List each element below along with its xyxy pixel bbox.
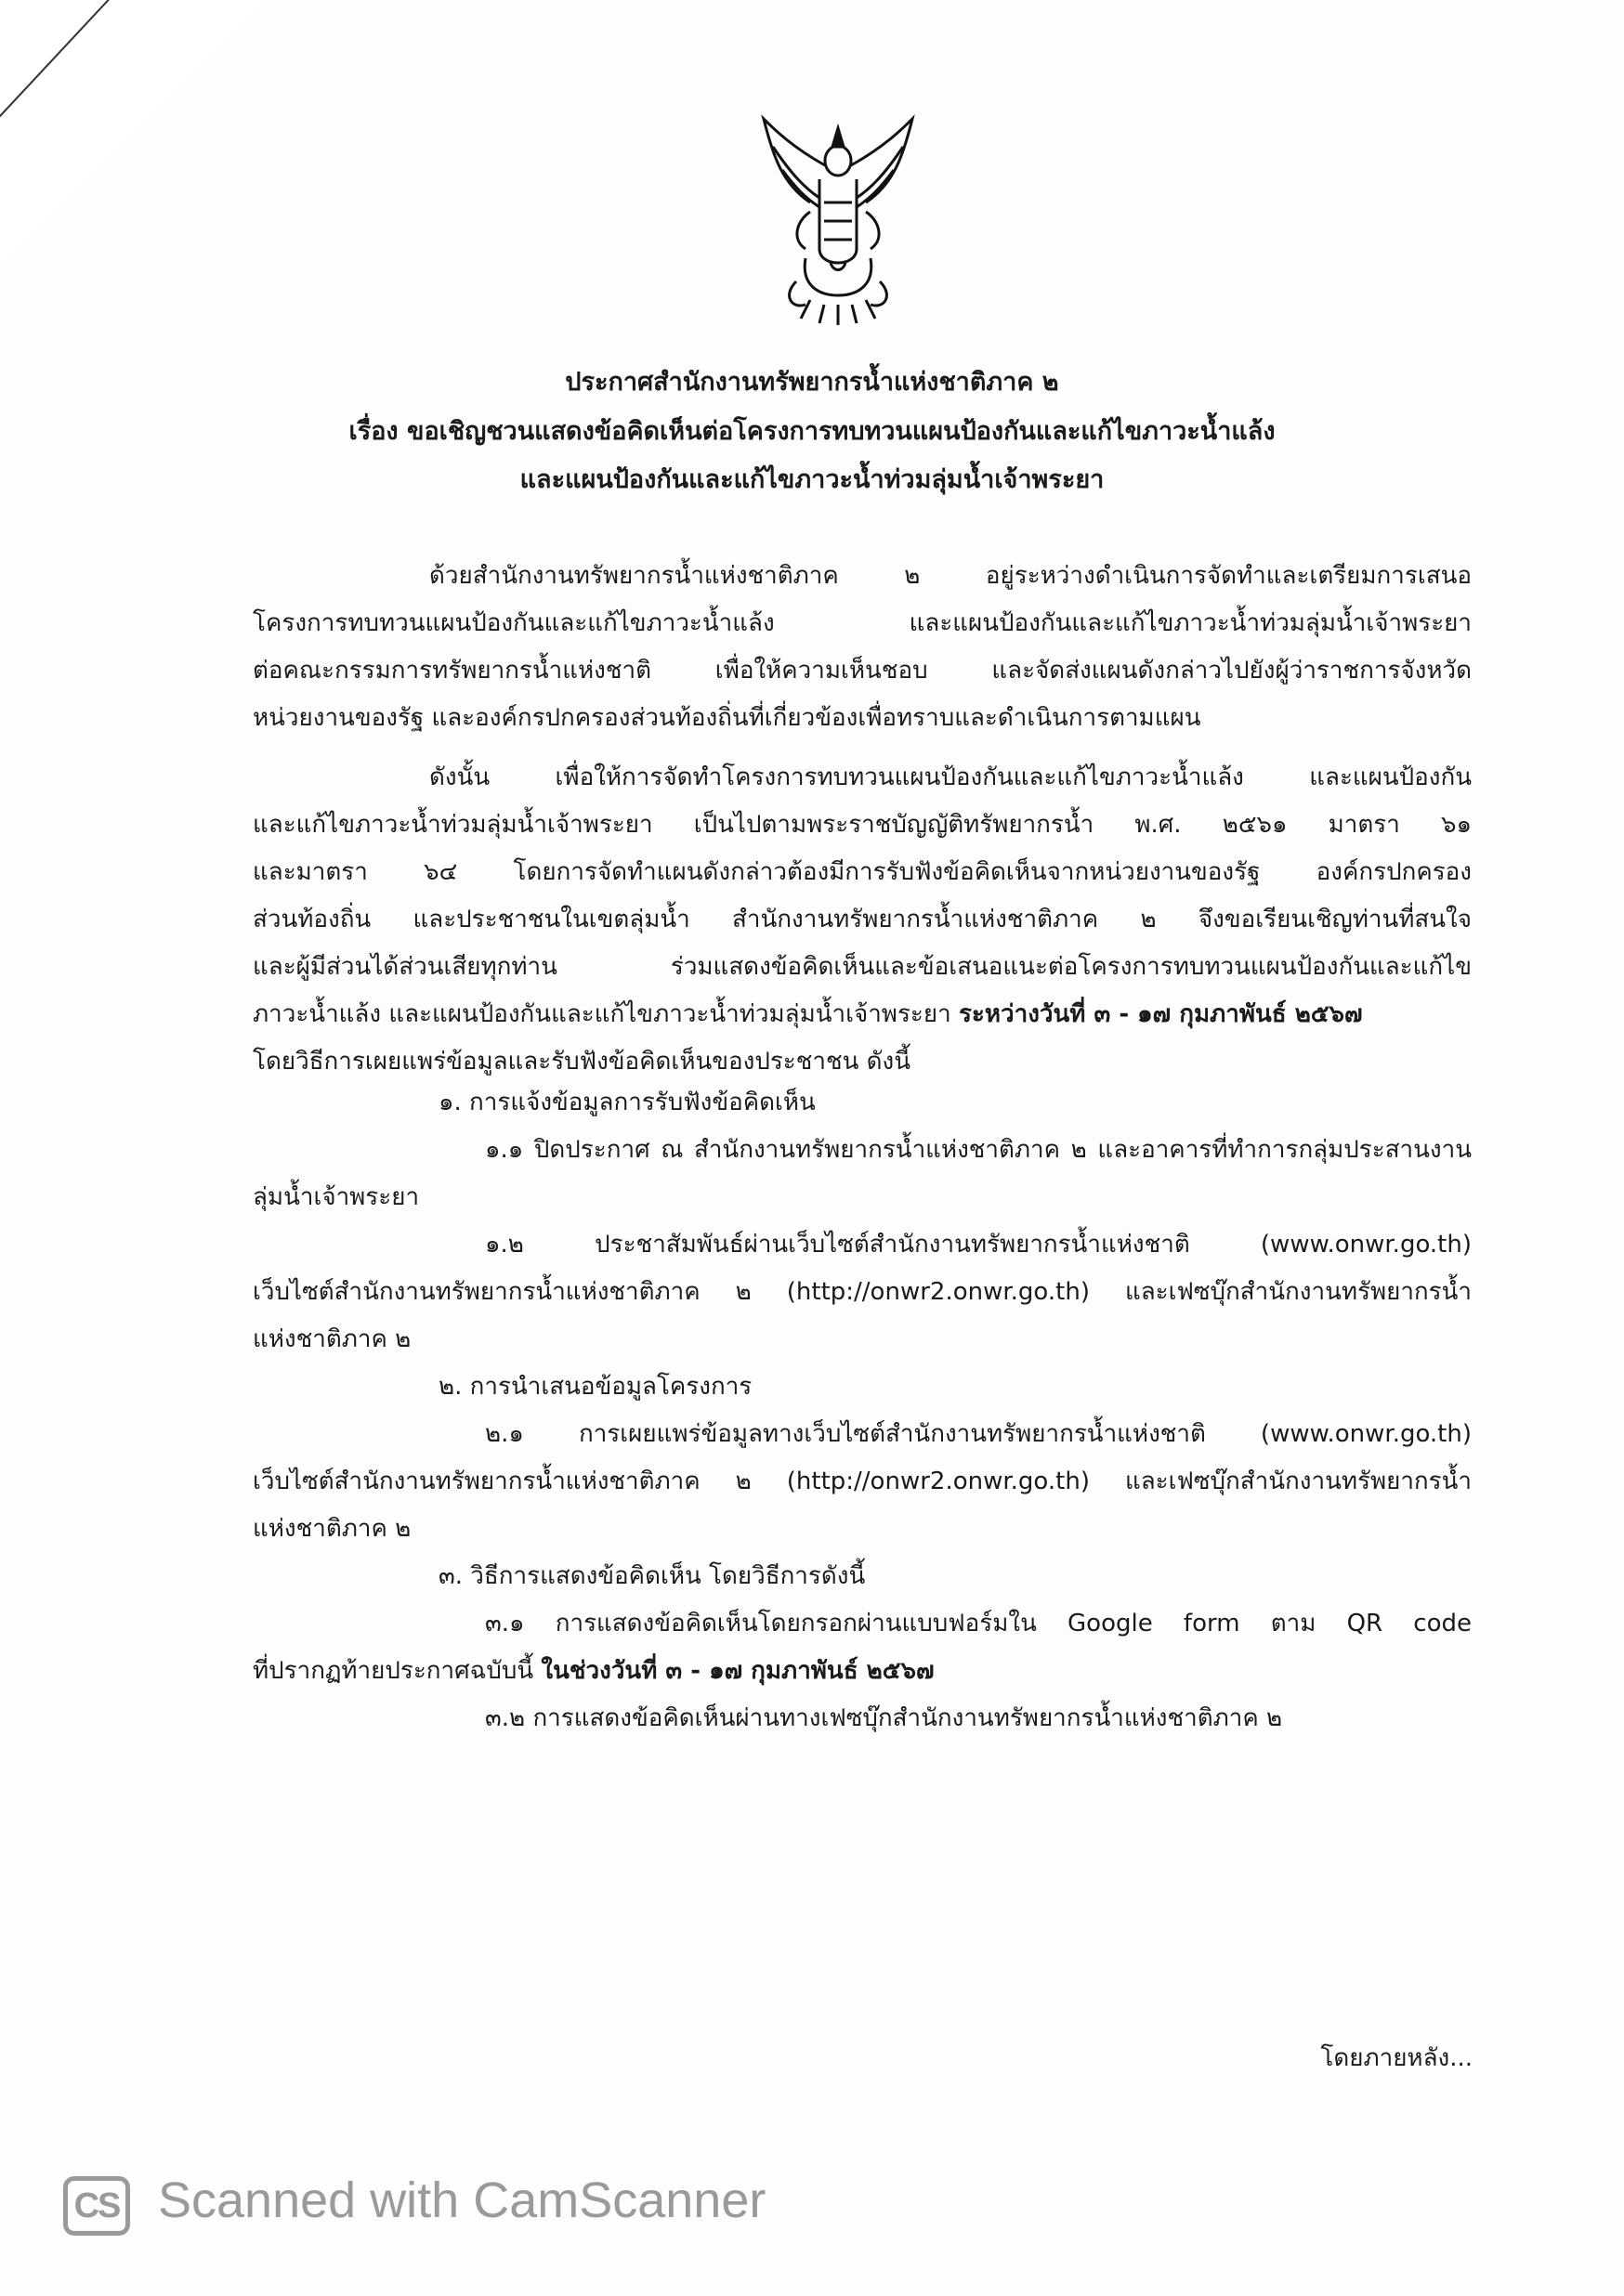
text-line: ด้วยสำนักงานทรัพยากรน้ำแห่งชาติภาค ๒ อยู่ระหว่างดำเนินการจัดทำและเตรียมการเสนอ [429, 562, 1472, 590]
section-heading-1: ๑. การแจ้งข้อมูลการรับฟังข้อคิดเห็น [439, 1089, 816, 1116]
section-list [253, 1079, 1472, 1742]
text-line: แห่งชาติภาค ๒ [253, 1325, 412, 1353]
text-line: ๑.๒ ประชาสัมพันธ์ผ่านเว็บไซต์สำนักงานทรัพยากรน้ำแห่งชาติ (www.onwr.go.th) [485, 1231, 1472, 1259]
text-line: ๑.๑ ปิดประกาศ ณ สำนักงานทรัพยากรน้ำแห่งชาติภาค ๒ และอาคารที่ทำการกลุ่มประสานงาน [485, 1136, 1472, 1164]
continued-marker: โดยภายหลัง... [1320, 2044, 1473, 2072]
page-corner-fold [0, 0, 260, 279]
text-line: โครงการทบทวนแผนป้องกันและแก้ไขภาวะน้ำแล้ง และแผนป้องกันและแก้ไขภาวะน้ำท่วมลุ่มน้ำเจ้าพระยา [253, 609, 1472, 637]
text-line: ลุ่มน้ำเจ้าพระยา [253, 1183, 420, 1211]
text-line: ๓.๑ การแสดงข้อคิดเห็นโดยกรอกผ่านแบบฟอร์มใน Google form ตาม QR code [485, 1610, 1472, 1637]
paragraph-main [253, 754, 1472, 1086]
text-line: ส่วนท้องถิ่น และประชาชนในเขตลุ่มน้ำ สำนักงานทรัพยากรน้ำแห่งชาติภาค ๒ จึงขอเรียนเชิญท่านที่สนใจ [253, 906, 1472, 933]
text-line: ต่อคณะกรรมการทรัพยากรน้ำแห่งชาติ เพื่อให้ความเห็นชอบ และจัดส่งแผนดังกล่าวไปยังผู้ว่าราชการจังหวัด [253, 657, 1472, 685]
date-range-bold: ในช่วงวันที่ ๓ - ๑๗ กุมภาพันธ์ ๒๕๖๗ [541, 1657, 935, 1685]
camscanner-watermark: Scanned with CamScanner [158, 2172, 766, 2228]
paragraph-intro [253, 553, 1472, 742]
text-line: ๓.๒ การแสดงข้อคิดเห็นผ่านทางเฟซบุ๊กสำนักงานทรัพยากรน้ำแห่งชาติภาค ๒ [485, 1704, 1283, 1732]
text-line: แห่งชาติภาค ๒ [253, 1515, 412, 1543]
text-line: และมาตรา ๖๔ โดยการจัดทำแผนดังกล่าวต้องมีการรับฟังข้อคิดเห็นจากหน่วยงานของรัฐ องค์กรปกครอง [253, 858, 1472, 886]
announcement-subject-cont: และแผนป้องกันและแก้ไขภาวะน้ำท่วมลุ่มน้ำเจ้าพระยา [519, 465, 1105, 494]
text-line: เว็บไซต์สำนักงานทรัพยากรน้ำแห่งชาติภาค ๒ (http://onwr2.onwr.go.th) และเฟซบุ๊กสำนักงานทรัพยากรน้ำ [253, 1278, 1472, 1306]
text-line: หน่วยงานของรัฐ และองค์กรปกครองส่วนท้องถิ่นที่เกี่ยวข้องเพื่อทราบและดำเนินการตามแผน [253, 704, 1201, 732]
section-heading-3: ๓. วิธีการแสดงข้อคิดเห็น โดยวิธีการดังนี้ [439, 1562, 866, 1590]
text-segment: ภาวะน้ำแล้ง และแผนป้องกันและแก้ไขภาวะน้ำท่วมลุ่มน้ำเจ้าพระยา [253, 1000, 959, 1028]
date-range-bold: ระหว่างวันที่ ๓ - ๑๗ กุมภาพันธ์ ๒๕๖๗ [958, 1000, 1363, 1028]
text-line: ๒.๑ การเผยแพร่ข้อมูลทางเว็บไซต์สำนักงานทรัพยากรน้ำแห่งชาติ (www.onwr.go.th) [485, 1420, 1472, 1448]
announcement-subject: เรื่อง ขอเชิญชวนแสดงข้อคิดเห็นต่อโครงการทบทวนแผนป้องกันและแก้ไขภาวะน้ำแล้ง [348, 417, 1276, 446]
announcement-title: ประกาศสำนักงานทรัพยากรน้ำแห่งชาติภาค ๒ [565, 368, 1059, 397]
section-heading-2: ๒. การนำเสนอข้อมูลโครงการ [439, 1373, 753, 1401]
text-segment: ที่ปรากฏท้ายประกาศฉบับนี้ [253, 1657, 542, 1685]
text-line: เว็บไซต์สำนักงานทรัพยากรน้ำแห่งชาติภาค ๒ (http://onwr2.onwr.go.th) และเฟซบุ๊กสำนักงานทรัพยากรน้ำ [253, 1468, 1472, 1495]
text-line: และผู้มีส่วนได้ส่วนเสียทุกท่าน ร่วมแสดงข้อคิดเห็นและข้อเสนอแนะต่อโครงการทบทวนแผนป้องกันและแก้ไข [253, 953, 1472, 981]
text-line: และแก้ไขภาวะน้ำท่วมลุ่มน้ำเจ้าพระยา เป็นไปตามพระราชบัญญัติทรัพยากรน้ำ พ.ศ. ๒๕๖๑ มาตรา ๖๑ [253, 811, 1472, 839]
text-line: โดยวิธีการเผยแพร่ข้อมูลและรับฟังข้อคิดเห็นของประชาชน ดังนี้ [253, 1048, 911, 1076]
text-line [253, 991, 1472, 1038]
text-line [253, 1648, 1472, 1695]
camscanner-logo-icon: CS [63, 2176, 130, 2236]
text-line: ดังนั้น เพื่อให้การจัดทำโครงการทบทวนแผนป้องกันและแก้ไขภาวะน้ำแล้ง และแผนป้องกัน [429, 763, 1472, 791]
garuda-emblem-icon [754, 110, 922, 333]
